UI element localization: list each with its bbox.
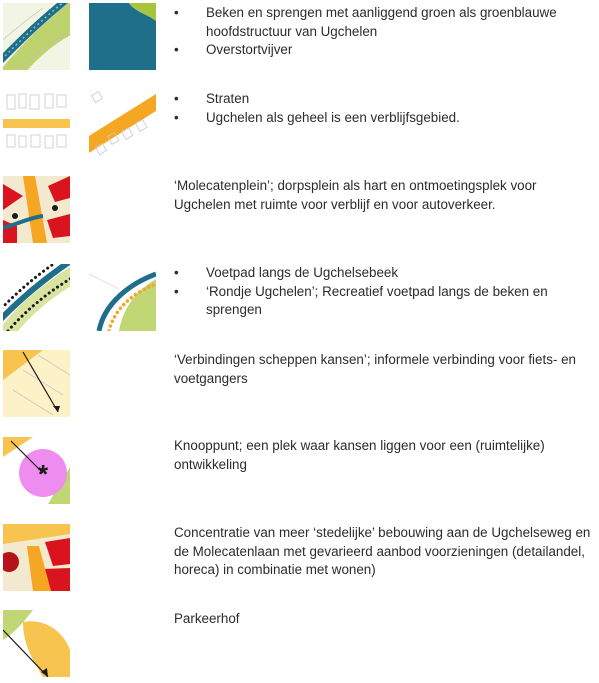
urban-concentration-swatch <box>3 524 70 591</box>
overflow-pond-swatch <box>89 3 156 70</box>
legend-text-connections: ‘Verbindingen scheppen kansen’; informele verbinding voor fiets- en voetgangers <box>174 352 576 386</box>
streets-swatch <box>3 89 70 156</box>
legend-text-urban: Concentratie van meer ‘stedelijke’ bebouwing aan de Ugchelseweg en de Molecatenlaan met gevarieerd aanbod voorzieningen (detailandel, horeca) in combinatie met wonen) <box>174 525 591 577</box>
legend-text-parking: Parkeerhof <box>174 611 240 626</box>
parking-court-swatch <box>3 610 70 677</box>
node-asterisk-icon: * <box>37 459 49 489</box>
footpath-stream-swatch <box>3 264 70 331</box>
stream-swatch <box>3 3 70 70</box>
residential-area-swatch <box>89 89 156 156</box>
legend-text-square: ‘Molecatenplein’; dorpsplein als hart en ontmoetingsplek voor Ugchelen met ruimte voor verblijf en voor autoverkeer. <box>174 178 537 212</box>
legend-bullet: • Ugchelen als geheel is een verblijfsgebied. <box>174 109 460 125</box>
legend-bullet: • Overstortvijver <box>174 42 293 57</box>
legend-bullet: • Straten <box>174 91 250 106</box>
connection-swatch <box>3 350 70 417</box>
legend-bullet: • ‘Rondje Ugchelen’; Recreatief voetpad langs de beken en sprengen <box>174 283 548 317</box>
legend-bullet: • Voetpad langs de Ugchelsebeek <box>174 265 399 280</box>
village-square-swatch <box>3 176 70 243</box>
node-swatch <box>3 437 70 504</box>
recreational-route-swatch <box>89 264 156 331</box>
legend-bullet: • Beken en sprengen met aanliggend groen als groenblauwe hoofdstructuur van Ugchelen <box>174 5 557 39</box>
legend-text-node: Knooppunt; een plek waar kansen liggen voor een (ruimtelijke) ontwikkeling <box>174 438 545 472</box>
